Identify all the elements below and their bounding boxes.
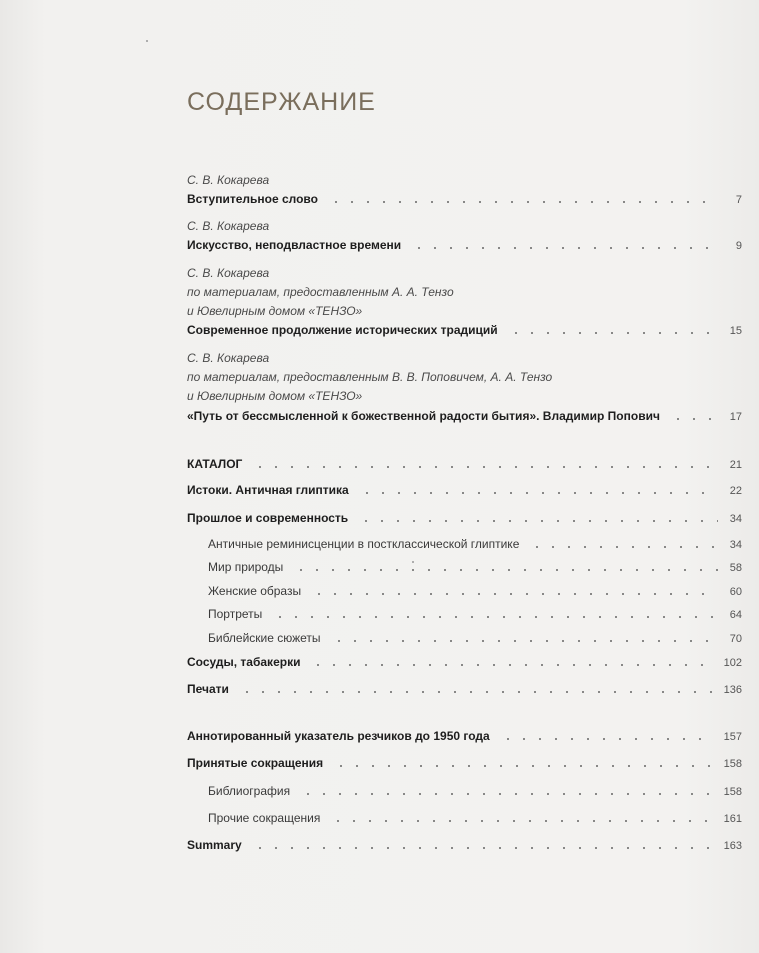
dot-leader <box>310 656 713 666</box>
dot-leader <box>311 585 718 595</box>
entry-title: Библейские сюжеты <box>208 631 321 645</box>
dot-leader <box>272 608 718 618</box>
dot-leader <box>252 458 718 468</box>
dot-leader <box>411 239 718 249</box>
entry-page: 60 <box>729 586 742 598</box>
entry-title: Прошлое и современность <box>187 511 349 525</box>
dot-leader <box>358 512 718 522</box>
entry-page: 158 <box>723 786 742 798</box>
entry-page: 21 <box>729 459 742 471</box>
toc-section-catalog[interactable] <box>187 456 742 472</box>
entry-page: 136 <box>723 684 742 696</box>
dot-leader <box>300 785 714 795</box>
dot-leader <box>333 757 713 767</box>
entry-title: Истоки. Античная глиптика <box>187 483 349 497</box>
toc-entry[interactable] <box>187 654 742 670</box>
entry-page: 15 <box>729 325 742 337</box>
toc-entry[interactable] <box>187 322 742 338</box>
entry-author-note: и Ювелирным домом «ТЕНЗО» <box>187 304 363 318</box>
entry-author: С. В. Кокарева <box>187 173 270 187</box>
entry-title: Принятые сокращения <box>187 756 324 770</box>
entry-title: Античные реминисценции в постклассической глиптике <box>208 537 520 551</box>
dot-leader <box>328 193 718 203</box>
entry-page: 34 <box>729 513 742 525</box>
toc-subentry[interactable] <box>208 783 742 799</box>
toc-entry[interactable] <box>187 728 742 744</box>
dot-leader <box>252 839 714 849</box>
entry-title: Сосуды, табакерки <box>187 655 301 669</box>
entry-title: Аннотированный указатель резчиков до 1950 года <box>187 729 490 743</box>
entry-author-note: и Ювелирным домом «ТЕНЗО» <box>187 389 363 403</box>
entry-title: Вступительное слово <box>187 192 318 206</box>
toc-entry[interactable] <box>187 837 742 853</box>
dot-leader <box>239 683 714 693</box>
entry-title: КАТАЛОГ <box>187 457 243 471</box>
entry-title: Печати <box>187 682 229 696</box>
entry-title: Женские образы <box>208 584 302 598</box>
entry-page: 158 <box>723 758 742 770</box>
entry-author: С. В. Кокарева <box>187 266 270 280</box>
entry-title: Искусство, неподвластное времени <box>187 238 402 252</box>
toc-subentry[interactable] <box>208 630 742 646</box>
entry-page: 34 <box>729 539 742 551</box>
entry-page: 22 <box>729 485 742 497</box>
toc-subentry[interactable] <box>208 606 742 622</box>
entry-title: Современное продолжение исторических традиций <box>187 323 498 337</box>
toc-subentry[interactable] <box>208 536 742 552</box>
entry-page: 7 <box>735 194 742 206</box>
entry-title: Summary <box>187 838 242 852</box>
dot-leader <box>331 632 718 642</box>
toc-subentry[interactable] <box>208 583 742 599</box>
entry-title: Мир природы <box>208 560 284 574</box>
toc-entry[interactable] <box>187 237 742 253</box>
dot-leader <box>330 812 713 822</box>
entry-page: 17 <box>729 411 742 423</box>
toc-entry[interactable] <box>187 510 742 526</box>
entry-author: С. В. Кокарева <box>187 219 270 233</box>
toc-entry[interactable] <box>187 408 742 424</box>
dot-leader <box>508 324 718 334</box>
entry-page: 58 <box>729 562 742 574</box>
dot-leader <box>500 730 714 740</box>
dot-leader <box>529 538 718 548</box>
dot-leader <box>670 410 718 420</box>
page-title: СОДЕРЖАНИЕ <box>187 88 376 116</box>
entry-author: С. В. Кокарева <box>187 351 270 365</box>
entry-author-note: по материалам, предоставленным А. А. Тензо <box>187 285 454 299</box>
dot-leader <box>293 561 718 571</box>
entry-page: 102 <box>723 657 742 669</box>
entry-page: 163 <box>723 840 742 852</box>
entry-title: Портреты <box>208 607 263 621</box>
entry-page: 70 <box>729 633 742 645</box>
paper-speck <box>146 40 148 42</box>
toc-entry[interactable] <box>187 681 742 697</box>
entry-page: 9 <box>735 240 742 252</box>
entry-page: 64 <box>729 609 742 621</box>
toc-subentry[interactable] <box>208 810 742 826</box>
toc-entry[interactable] <box>187 191 742 207</box>
toc-entry[interactable] <box>187 755 742 771</box>
entry-title: «Путь от бессмысленной к божественной радости бытия». Владимир Попович <box>187 409 660 423</box>
entry-page: 157 <box>723 731 742 743</box>
toc-entry[interactable] <box>187 482 742 498</box>
entry-page: 161 <box>723 813 742 825</box>
dot-leader <box>359 484 718 494</box>
entry-title: Прочие сокращения <box>208 811 321 825</box>
toc-subentry[interactable] <box>208 559 742 575</box>
entry-author-note: по материалам, предоставленным В. В. Поповичем, А. А. Тензо <box>187 370 553 384</box>
entry-title: Библиография <box>208 784 291 798</box>
